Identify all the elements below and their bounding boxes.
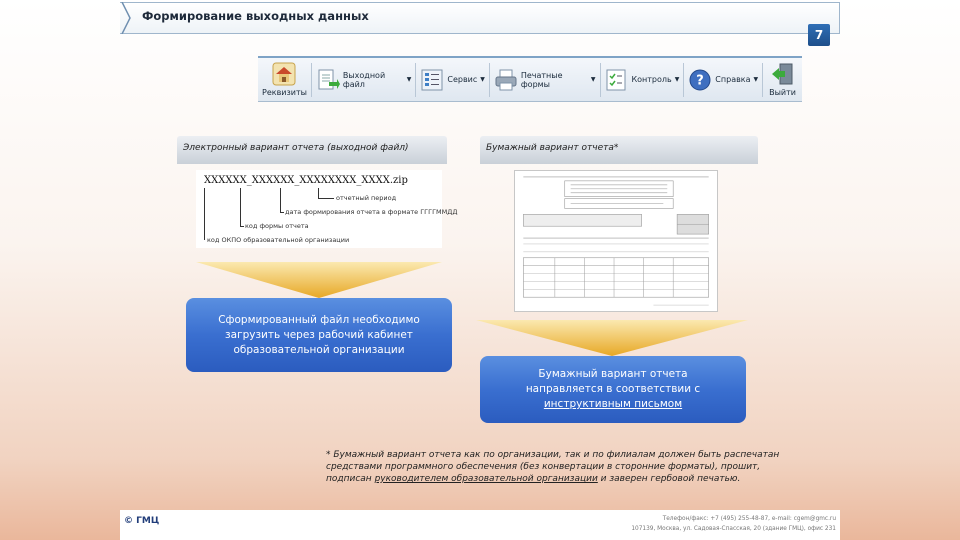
leader-line — [318, 198, 334, 199]
paper-report-caption: Бумажный вариант отчета* — [480, 136, 758, 164]
leader-line — [280, 188, 281, 212]
toolbar-print-forms-label: Печатные формы — [520, 70, 563, 89]
toolbar-service-menu[interactable] — [416, 58, 489, 101]
label-okpo: код ОКПО образовательной организации — [207, 236, 350, 244]
app-toolbar — [258, 56, 802, 102]
printer-icon — [494, 68, 518, 92]
toolbar-requisites-label: Реквизиты — [262, 88, 307, 97]
toolbar-control-menu[interactable] — [600, 58, 683, 101]
toolbar-print-forms-menu[interactable] — [490, 58, 600, 101]
label-date: дата формирования отчета в формате ГГГГММДД — [285, 208, 458, 216]
toolbar-requisites-button[interactable] — [258, 58, 311, 101]
header-chevron-icon — [120, 2, 134, 34]
copyright-symbol: © — [124, 516, 133, 526]
leader-line — [204, 188, 205, 240]
instructive-letter-link[interactable]: инструктивным письмом — [543, 398, 683, 410]
help-icon — [688, 68, 712, 92]
zip-file-name: XXXXXX_XXXXXX_XXXXXXXX_XXXX.zip — [204, 175, 408, 186]
chevron-down-icon: ▼ — [590, 76, 596, 83]
label-period: отчетный период — [336, 194, 397, 202]
label-form-code: код формы отчета — [245, 222, 309, 230]
checklist-icon — [604, 68, 628, 92]
footer — [120, 510, 840, 540]
paper-note-line2: направляется в соответствии с — [525, 383, 701, 395]
footnote-text-end: и заверен гербовой печатью. — [597, 474, 741, 484]
toolbar-help-menu[interactable] — [684, 58, 762, 101]
export-file-icon — [316, 68, 340, 92]
toolbar-help-label: Справка — [715, 75, 751, 84]
chevron-down-icon: ▼ — [480, 76, 485, 83]
toolbar-service-label: Сервис — [447, 75, 478, 84]
footer-contacts — [631, 514, 836, 534]
toolbar-exit-button[interactable] — [763, 58, 802, 101]
toolbar-output-file-label: Выходной файл — [342, 70, 386, 89]
logo-text: ГМЦ — [136, 516, 160, 526]
leader-line — [240, 226, 244, 227]
settings-list-icon — [420, 68, 444, 92]
footer-contacts-line2: 107139, Москва, ул. Садовая-Спасская, 20 (здание ГМЦ), офис 231 — [631, 526, 836, 532]
page-title: Формирование выходных данных — [142, 9, 369, 23]
leader-line — [240, 188, 241, 226]
chevron-down-icon: ▼ — [753, 76, 759, 83]
footnote-text: * Бумажный вариант отчета как по организации, так и по филиалам должен быть распечатан средствами программного обеспечения (без конвертации в сторонние форматы), прошит, подписан — [326, 450, 780, 484]
toolbar-exit-label: Выйти — [769, 88, 796, 97]
toolbar-control-label: Контроль — [631, 75, 672, 84]
paper-instruction-box — [480, 356, 746, 423]
leader-line — [318, 188, 319, 198]
footer-contacts-line1: Телефон/факс: +7 (495) 255-48-87, e-mail: cgem@gmc.ru — [662, 516, 836, 522]
chevron-down-icon: ▼ — [674, 76, 680, 83]
funnel-arrow-left — [196, 262, 442, 298]
gmc-logo — [124, 516, 159, 526]
toolbar-output-file-menu[interactable] — [312, 58, 416, 101]
footnote — [326, 449, 796, 485]
leader-line — [280, 212, 284, 213]
funnel-arrow-right — [476, 320, 748, 356]
footnote-link[interactable]: руководителем образовательной организации — [374, 474, 598, 484]
upload-instruction-box: Сформированный файл необходимо загрузить через рабочий кабинет образовательной организации — [186, 298, 452, 372]
paper-form-preview — [514, 170, 718, 312]
exit-door-icon — [771, 62, 795, 86]
chevron-down-icon: ▼ — [406, 76, 412, 83]
electronic-report-caption: Электронный вариант отчета (выходной файл) — [177, 136, 447, 164]
page-number-badge: 7 — [808, 24, 830, 46]
svg-text:?: ? — [696, 73, 705, 88]
file-name-diagram — [196, 170, 458, 248]
paper-note-line1: Бумажный вариант отчета — [538, 368, 688, 380]
house-icon — [272, 62, 296, 86]
